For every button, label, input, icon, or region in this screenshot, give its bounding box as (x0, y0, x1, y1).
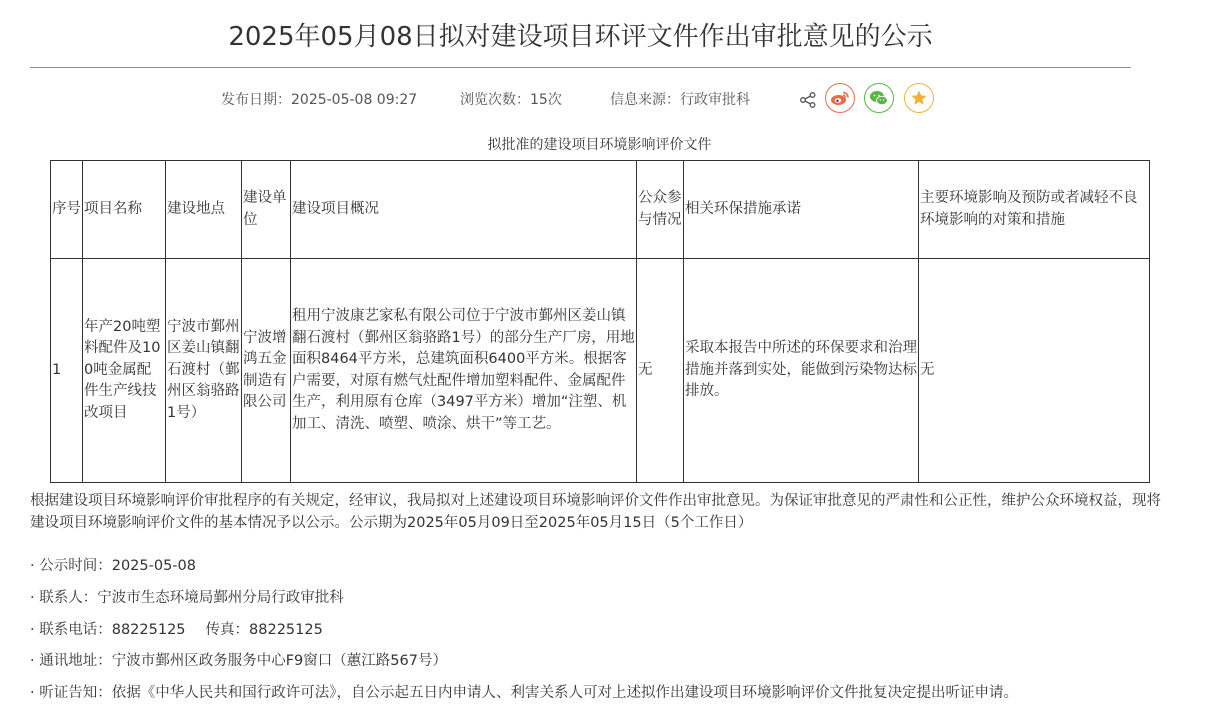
share-icon[interactable] (799, 91, 817, 109)
header-project-name: 项目名称 (83, 161, 166, 259)
favorite-button[interactable] (904, 83, 934, 113)
cell-location: 宁波市鄞州区姜山镇翻石渡村（鄞州区翁骆路1号） (166, 259, 242, 483)
publish-date: 发布日期：2025-05-08 09:27 (221, 92, 418, 108)
hearing-notice-line: · 听证告知：依据《中华人民共和国行政许可法》，自公示起五日内申请人、利害关系人可对上述拟作出建设项目环境影响评价文件批复决定提出听证申请。 (30, 685, 1018, 701)
project-table (50, 160, 1150, 483)
page-title: 2025年05月08日拟对建设项目环评文件作出审批意见的公示 (228, 22, 933, 52)
wechat-icon (869, 89, 889, 107)
contact-line: · 联系人：宁波市生态环境局鄞州分局行政审批科 (30, 590, 344, 606)
header-impact: 主要环境影响及预防或者减轻不良环境影响的对策和措施 (919, 161, 1150, 259)
header-overview: 建设项目概况 (291, 161, 637, 259)
weibo-icon (830, 89, 850, 107)
phone-fax-line (30, 620, 323, 640)
publish-time-line: · 公示时间：2025-05-08 (30, 558, 196, 574)
favorite-star-icon (910, 89, 928, 107)
cell-measures: 采取本报告中所述的环保要求和治理措施并落到实处，能做到污染物达标排放。 (684, 259, 919, 483)
fax-text: 传真：88225125 (205, 622, 323, 638)
view-count: 浏览次数：15次 (460, 92, 562, 108)
cell-project-name: 年产20吨塑料配件及100吨金属配件生产线技改项目 (83, 259, 166, 483)
cell-overview: 租用宁波康艺家私有限公司位于宁波市鄞州区姜山镇翻石渡村（鄞州区翁骆路1号）的部分生产厂房，用地面积8464平方米，总建筑面积6400平方米。根据客户需要，对原有燃气灶配件增加塑料配件、金属配件生产，利用原有仓库（3497平方米）增加“注塑、机加工、清洗、喷塑、喷涂、烘干”等工艺。 (291, 259, 637, 483)
title-divider (30, 67, 1131, 68)
cell-builder: 宁波增鸿五金制造有限公司 (242, 259, 291, 483)
header-location: 建设地点 (166, 161, 242, 259)
wechat-share-button[interactable] (864, 83, 894, 113)
header-index: 序号 (51, 161, 83, 259)
address-line: · 通讯地址：宁波市鄞州区政务服务中心F9窗口（蕙江路567号） (30, 653, 447, 669)
info-source: 信息来源：行政审批科 (610, 92, 750, 108)
table-header-row (51, 161, 1150, 259)
header-builder: 建设单位 (242, 161, 291, 259)
table-caption: 拟批准的建设项目环境影响评价文件 (487, 137, 712, 153)
header-measures: 相关环保措施承诺 (684, 161, 919, 259)
cell-impact: 无 (919, 259, 1150, 483)
weibo-share-button[interactable] (825, 83, 855, 113)
table-row (51, 259, 1150, 483)
notice-paragraph: 根据建设项目环境影响评价审批程序的有关规定，经审议，我局拟对上述建设项目环境影响评价文件作出审批意见。为保证审批意见的严肃性和公正性，维护公众环境权益，现将建设项目环境影响评价文件的基本情况予以公示。公示期为2025年05月09日至2025年05月15日（5个工作日） (30, 493, 1161, 531)
cell-public-participation: 无 (637, 259, 684, 483)
header-public-participation: 公众参与情况 (637, 161, 684, 259)
phone-text: · 联系电话：88225125 (30, 622, 186, 638)
cell-index: 1 (51, 259, 83, 483)
